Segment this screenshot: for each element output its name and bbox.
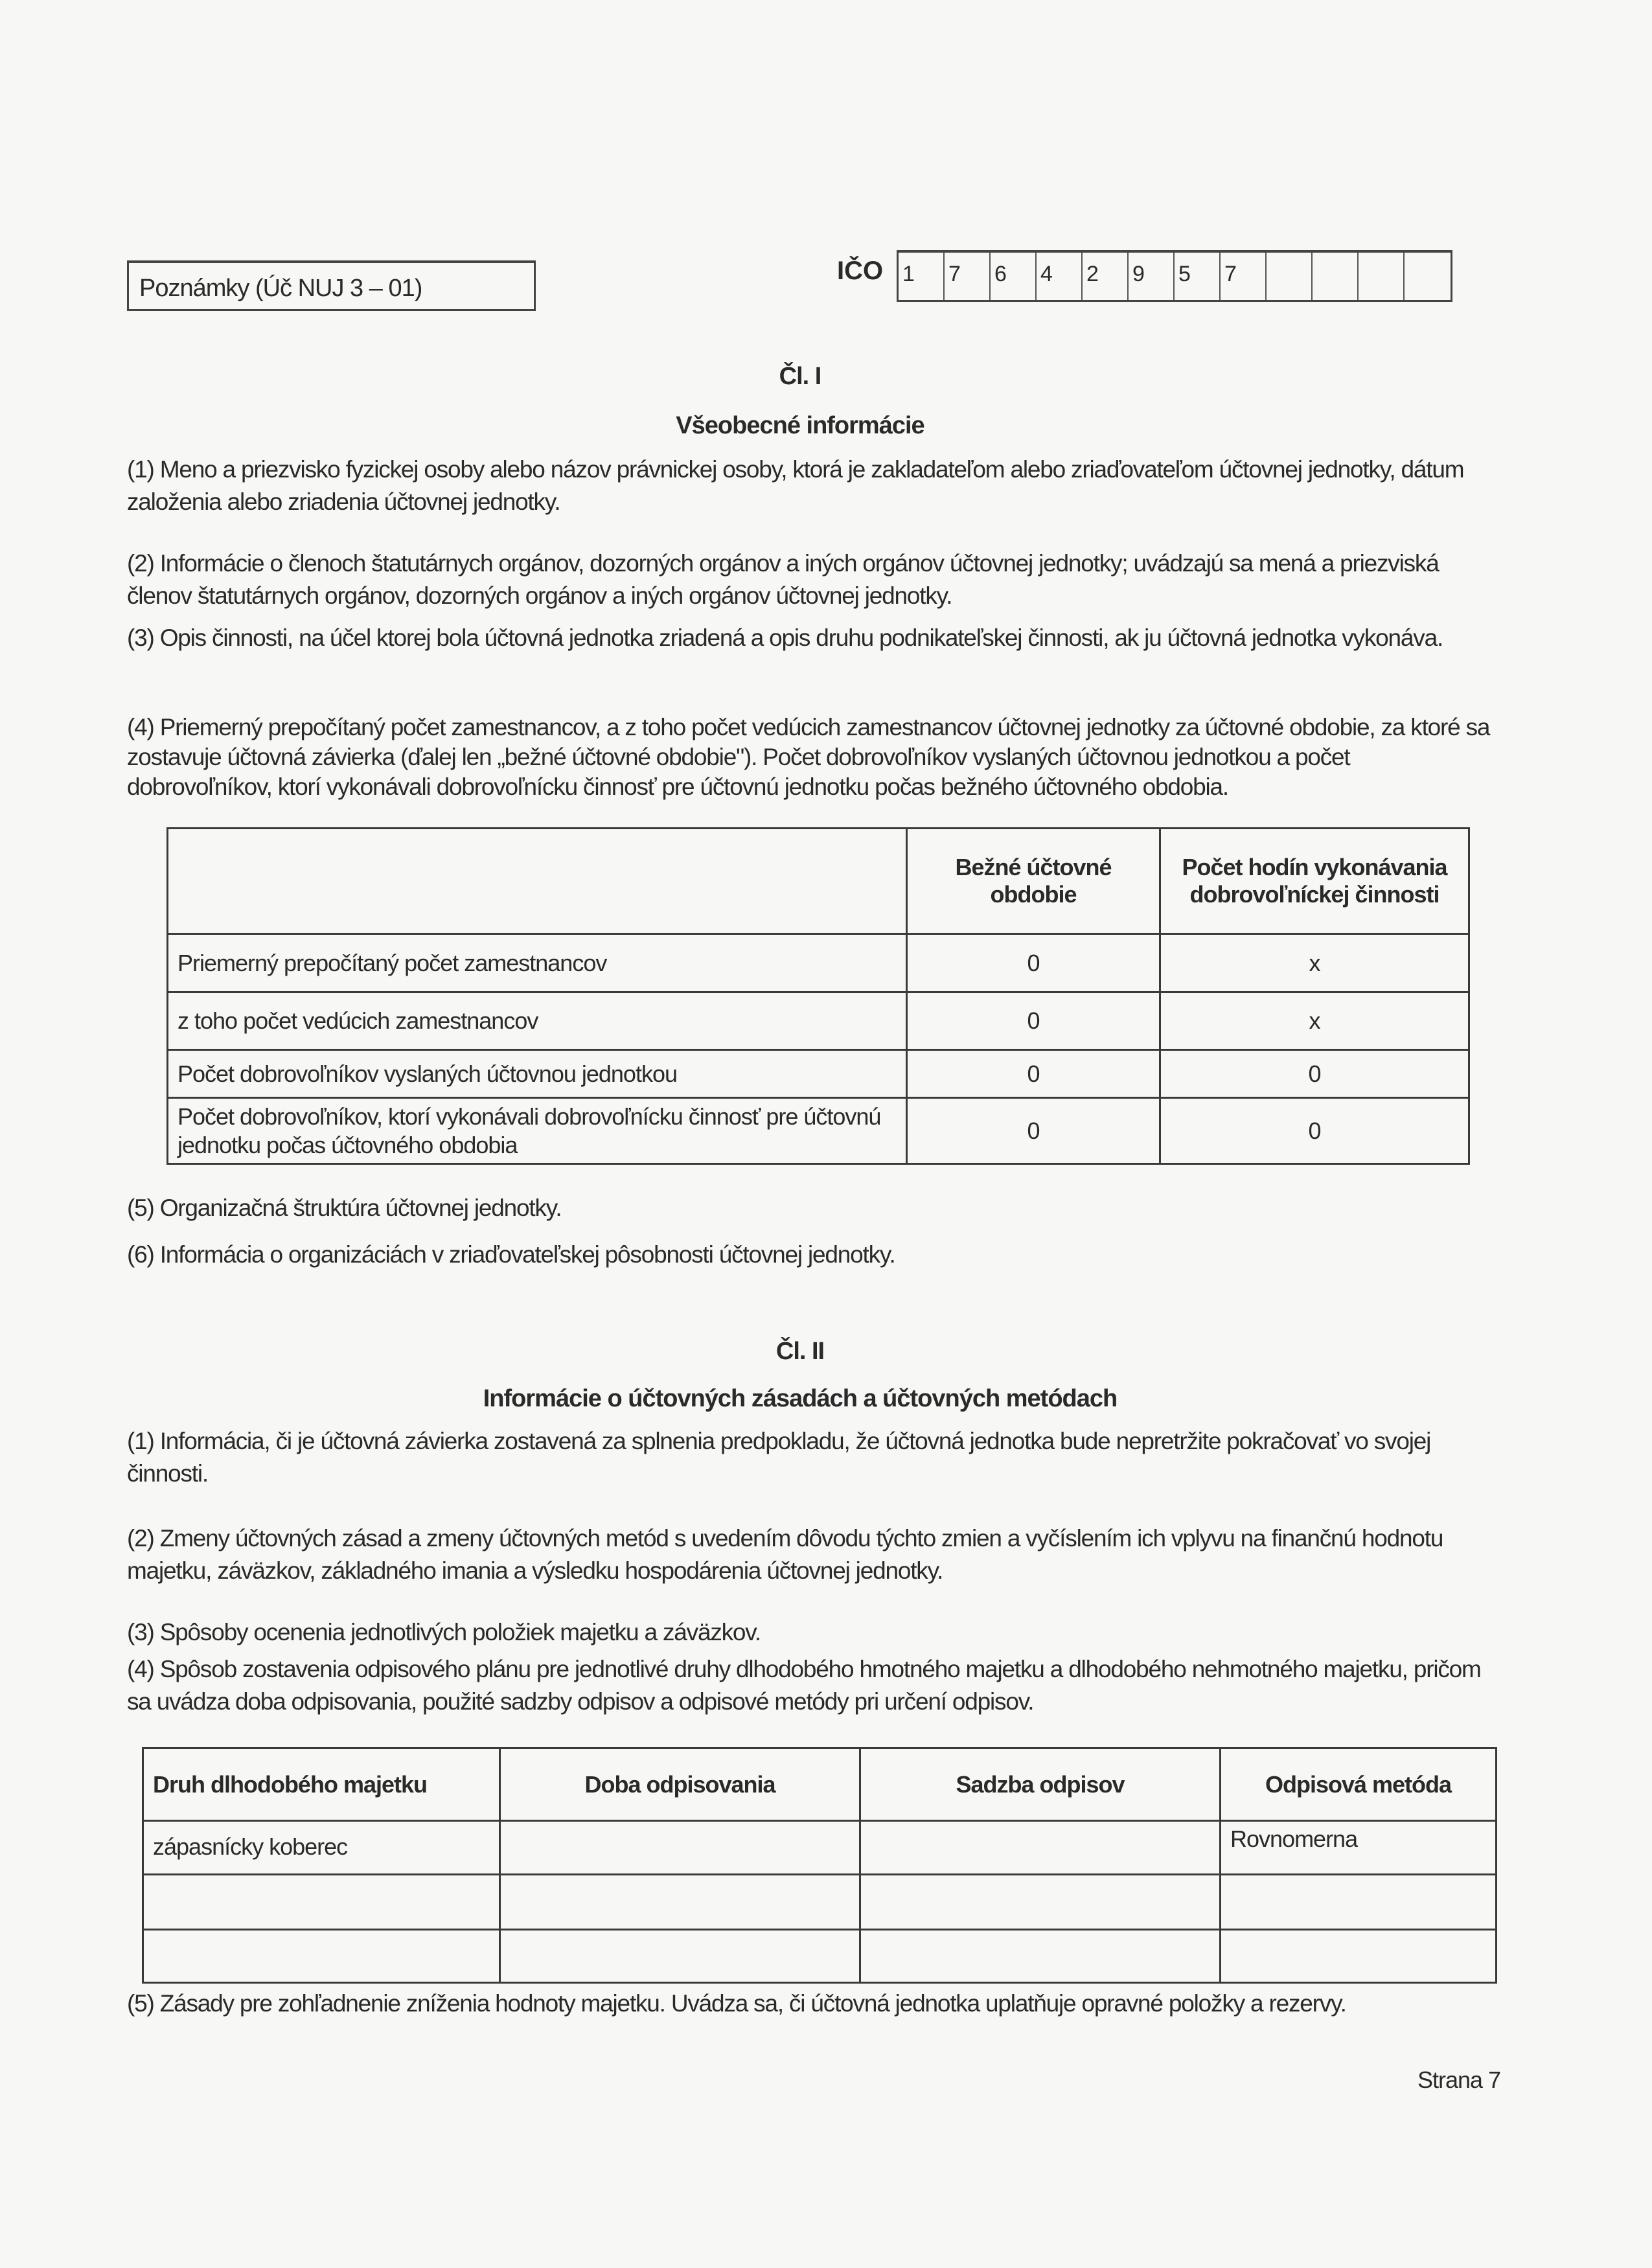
ico-digit: 5: [1175, 253, 1221, 300]
cell-value: Rovnomerna: [1221, 1821, 1497, 1875]
paragraph: (6) Informácia o organizáciách v zriaďovateľskej pôsobnosti účtovnej jednotky.: [127, 1241, 895, 1268]
cell-value: [860, 1821, 1221, 1875]
paragraph: (4) Spôsob zostavenia odpisového plánu pre jednotlivé druhy dlhodobého hmotného majetku a dlhodobého nehmotného majetku, pričom sa uvádza doba odpisovania, použité sadzby odpisov a odpisové metódy pri určení odpisov.: [127, 1656, 1481, 1715]
section1-title: Všeobecné informácie: [676, 412, 924, 439]
cell-value: 0: [907, 1098, 1160, 1164]
ico-digit: [1405, 253, 1451, 300]
ico-digit: [1313, 253, 1359, 300]
employees-table: [166, 827, 1470, 1165]
table-header: Sadzba odpisov: [860, 1748, 1221, 1821]
ico-digit: 9: [1129, 253, 1175, 300]
paragraph: (3) Opis činnosti, na účel ktorej bola účtovná jednotka zriadená a opis druhu podnikateľskej činnosti, ak ju účtovná jednotka vykonáva.: [127, 624, 1443, 651]
table-header: Bežné účtovné obdobie: [907, 829, 1160, 934]
row-label: Priemerný prepočítaný počet zamestnancov: [168, 934, 907, 992]
ico-digit: 1: [899, 253, 945, 300]
paragraph: (5) Organizačná štruktúra účtovnej jednotky.: [127, 1195, 562, 1221]
cell-value: [1221, 1930, 1497, 1983]
cell-value: zápasnícky koberec: [143, 1821, 500, 1875]
row-label: Počet dobrovoľníkov, ktorí vykonávali dobrovoľnícku činnosť pre účtovnú jednotku počas účtovného obdobia: [168, 1098, 907, 1164]
ico-digit: 6: [991, 253, 1037, 300]
table-row: [143, 1875, 1497, 1930]
cell-value: [1221, 1875, 1497, 1930]
table-row: [168, 1098, 1469, 1164]
ico-digit: [1359, 253, 1405, 300]
table-header: [168, 829, 907, 934]
ico-digit: 4: [1037, 253, 1083, 300]
table-header: Odpisová metóda: [1221, 1748, 1497, 1821]
cell-value: 0: [1160, 1050, 1469, 1098]
form-label-box: Poznámky (Úč NUJ 3 – 01): [127, 260, 536, 311]
cell-value: 0: [907, 1050, 1160, 1098]
ico-boxes: [897, 250, 1452, 302]
ico-digit: [1267, 253, 1313, 300]
table-row: [168, 992, 1469, 1050]
paragraph: (3) Spôsoby ocenenia jednotlivých položiek majetku a záväzkov.: [127, 1619, 761, 1645]
row-label: z toho počet vedúcich zamestnancov: [168, 992, 907, 1050]
section2-title: Informácie o účtovných zásadách a účtovných metódach: [483, 1385, 1118, 1412]
paragraph: (1) Informácia, či je účtovná závierka zostavená za splnenia predpokladu, že účtovná jednotka bude nepretržite pokračovať vo svojej činnosti.: [127, 1428, 1431, 1487]
ico-digit: 7: [945, 253, 991, 300]
ico-digit: 2: [1083, 253, 1129, 300]
depreciation-table: [142, 1747, 1497, 1984]
cell-value: [860, 1875, 1221, 1930]
cell-value: [143, 1930, 500, 1983]
table-row: [143, 1930, 1497, 1983]
ico-label: IČO: [837, 257, 884, 285]
cell-value: [500, 1930, 860, 1983]
cell-value: [500, 1821, 860, 1875]
cell-value: [500, 1875, 860, 1930]
paragraph: (2) Zmeny účtovných zásad a zmeny účtovných metód s uvedením dôvodu týchto zmien a vyčíslením ich vplyvu na finančnú hodnotu majetku, záväzkov, základného imania a výsledku hospodárenia účtovnej jednotky.: [127, 1525, 1443, 1584]
table-header: Počet hodín vykonávania dobrovoľníckej činnosti: [1160, 829, 1469, 934]
section2-number: Čl. II: [775, 1338, 825, 1365]
cell-value: 0: [907, 992, 1160, 1050]
page-number: Strana 7: [1417, 2067, 1501, 2093]
paragraph: (5) Zásady pre zohľadnenie zníženia hodnoty majetku. Uvádza sa, či účtovná jednotka uplatňuje opravné položky a rezervy.: [127, 1990, 1346, 2017]
table-header: Doba odpisovania: [500, 1748, 860, 1821]
cell-value: 0: [907, 934, 1160, 992]
cell-value: x: [1160, 992, 1469, 1050]
section1-number: Čl. I: [779, 363, 821, 390]
ico-digit: 7: [1221, 253, 1267, 300]
paragraph: (2) Informácie o členoch štatutárnych orgánov, dozorných orgánov a iných orgánov účtovnej jednotky; uvádzajú sa mená a priezviská členov štatutárnych orgánov, dozorných orgánov a iných orgánov účtovnej jednotky.: [127, 550, 1439, 609]
table-row: [168, 1050, 1469, 1098]
cell-value: 0: [1160, 1098, 1469, 1164]
cell-value: [143, 1875, 500, 1930]
paragraph: (4) Priemerný prepočítaný počet zamestnancov, a z toho počet vedúcich zamestnancov účtovnej jednotky za účtovné obdobie, za ktoré sa zostavuje účtovná závierka (ďalej len „bežné účtovné obdobie"). Počet dobrovoľníkov vyslaných účtovnou jednotkou a počet dobrovoľníkov, ktorí vykonávali dobrovoľnícku činnosť pre účtovnú jednotku počas bežného účtovného obdobia.: [127, 714, 1490, 800]
cell-value: [860, 1930, 1221, 1983]
table-header: Druh dlhodobého majetku: [143, 1748, 500, 1821]
row-label: Počet dobrovoľníkov vyslaných účtovnou jednotkou: [168, 1050, 907, 1098]
cell-value: x: [1160, 934, 1469, 992]
table-row: [168, 934, 1469, 992]
paragraph: (1) Meno a priezvisko fyzickej osoby alebo názov právnickej osoby, ktorá je zakladateľom alebo zriaďovateľom účtovnej jednotky, dátum založenia alebo zriadenia účtovnej jednotky.: [127, 456, 1464, 515]
table-row: [143, 1821, 1497, 1875]
